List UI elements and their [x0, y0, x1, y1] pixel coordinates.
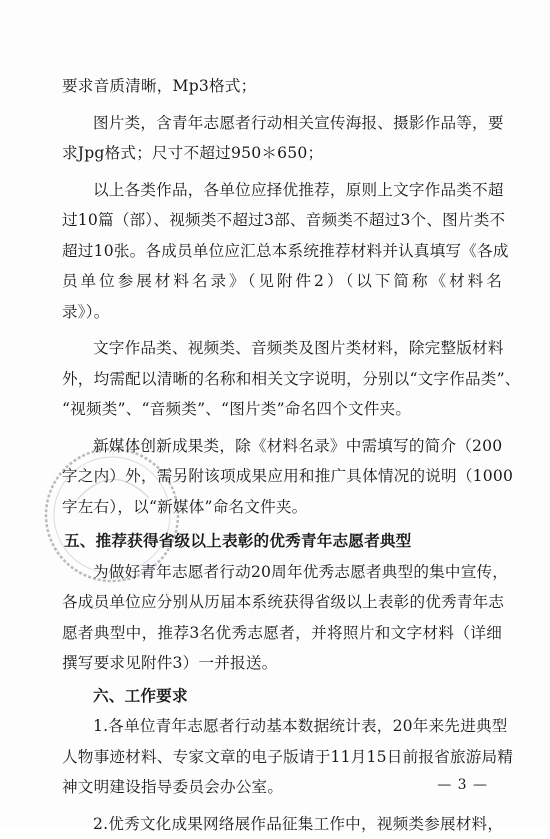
text-line: 要求音质清晰，Mp3格式；: [62, 71, 502, 102]
text-line: 超过10张。各成员单位应汇总本系统推荐材料并认真填写《各成: [62, 236, 502, 267]
section-6-body: [62, 711, 502, 839]
text-line: 图片类，含青年志愿者行动相关宣传海报、摄影作品等，要: [62, 108, 502, 139]
text-line: 新媒体创新成果类，除《材料名录》中需填写的简介（200: [62, 431, 502, 462]
text-line: “视频类”、“音频类”、“图片类”命名四个文件夹。: [62, 394, 502, 425]
text-line: 各成员单位应分别从历届本系统获得省级以上表彰的优秀青年志: [62, 587, 502, 618]
text-line: 2.优秀文化成果网络展作品征集工作中，视频类参展材料，: [62, 809, 502, 839]
text-line: 员单位参展材料名录》（见附件2）（以下简称《材料名: [62, 266, 502, 297]
text-line: 文字作品类、视频类、音频类及图片类材料，除完整版材料: [62, 333, 502, 364]
page-number: — 3 —: [437, 777, 488, 793]
section-heading-5: 五、推荐获得省级以上表彰的优秀青年志愿者典型: [62, 526, 502, 557]
text-line: 撰写要求见附件3）一并报送。: [62, 648, 502, 679]
text-line: 为做好青年志愿者行动20周年优秀志愿者典型的集中宣传，: [62, 557, 502, 588]
text-line: 外，均需配以清晰的名称和相关文字说明，分别以“文字作品类”、: [62, 364, 502, 395]
text-line: 字左右），以“新媒体”命名文件夹。: [62, 492, 502, 523]
text-line: 愿者典型中，推荐3名优秀志愿者，并将照片和文字材料（详细: [62, 618, 502, 649]
text-line: 以上各类作品，各单位应择优推荐，原则上文字作品类不超: [62, 175, 502, 206]
text-line: 神文明建设指导委员会办公室。: [62, 772, 502, 803]
text-line: 人物事迹材料、专家文章的电子版请于11月15日前报省旅游局精: [62, 742, 502, 773]
section-5-body: [62, 557, 502, 679]
text-line: 1.各单位青年志愿者行动基本数据统计表，20年来先进典型: [62, 711, 502, 742]
section-heading-6: 六、工作要求: [62, 681, 502, 712]
text-line: 求Jpg格式；尺寸不超过950＊650；: [62, 138, 502, 169]
document-body: [62, 71, 502, 839]
text-line: 过10篇（部）、视频类不超过3部、音频类不超过3个、图片类不: [62, 205, 502, 236]
text-line: 字之内）外，需另附该项成果应用和推广具体情况的说明（1000: [62, 461, 502, 492]
paragraph-block: [62, 71, 502, 522]
text-line: 录》）。: [62, 297, 502, 328]
